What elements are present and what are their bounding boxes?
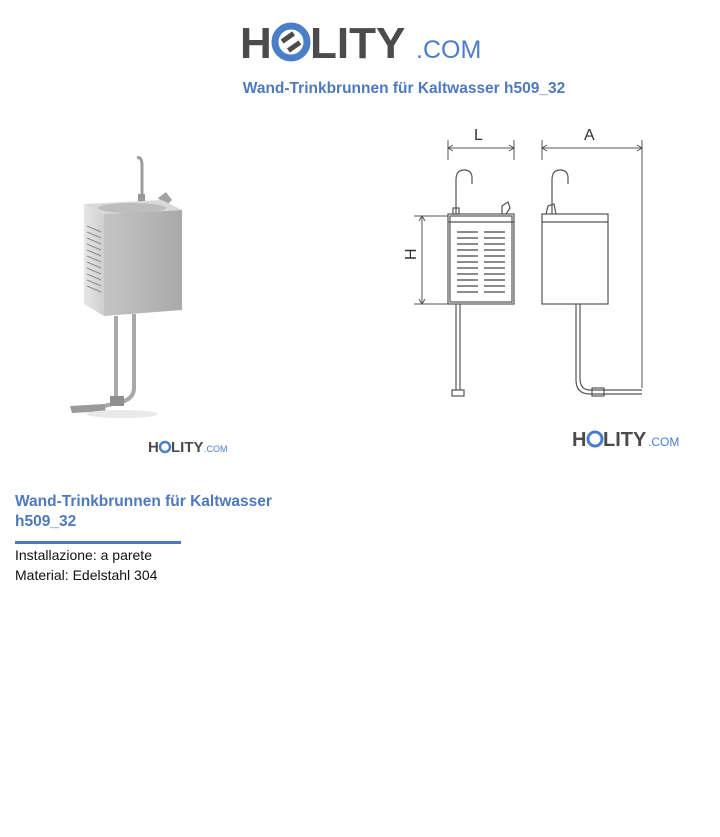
svg-text:LITY: LITY	[603, 429, 647, 451]
svg-text:.COM: .COM	[204, 444, 228, 454]
holity-logo-small-right	[572, 426, 684, 452]
technical-drawing[interactable]	[390, 118, 660, 408]
svg-text:LITY: LITY	[171, 439, 204, 456]
holity-logo[interactable]	[240, 14, 490, 74]
title-underline	[15, 541, 181, 544]
product-photo[interactable]	[62, 148, 202, 420]
spec-material: Material: Edelstahl 304	[15, 566, 158, 583]
svg-text:H: H	[572, 429, 587, 451]
holity-logo-small-left	[148, 437, 230, 457]
svg-text:H: H	[148, 439, 159, 456]
dimension-labels	[403, 127, 595, 260]
logo-wordmark: LITY	[310, 19, 406, 68]
dimension-a-label: A	[584, 127, 595, 144]
product-specs	[15, 546, 157, 585]
dimension-h-label: H	[403, 248, 420, 260]
svg-text:H: H	[240, 19, 272, 68]
logo-o-mark	[275, 26, 307, 58]
side-view	[542, 170, 642, 396]
dimension-l-label: L	[474, 127, 483, 144]
front-view	[448, 170, 514, 396]
product-title: Wand-Trinkbrunnen für Kaltwasser h509_32	[15, 493, 272, 530]
front-louvers	[457, 232, 505, 292]
svg-text:.COM: .COM	[648, 435, 680, 449]
spec-installation: Installazione: a parete	[15, 547, 152, 563]
logo-suffix: .COM	[416, 36, 482, 64]
page-title: Wand-Trinkbrunnen für Kaltwasser h509_32	[242, 80, 566, 97]
